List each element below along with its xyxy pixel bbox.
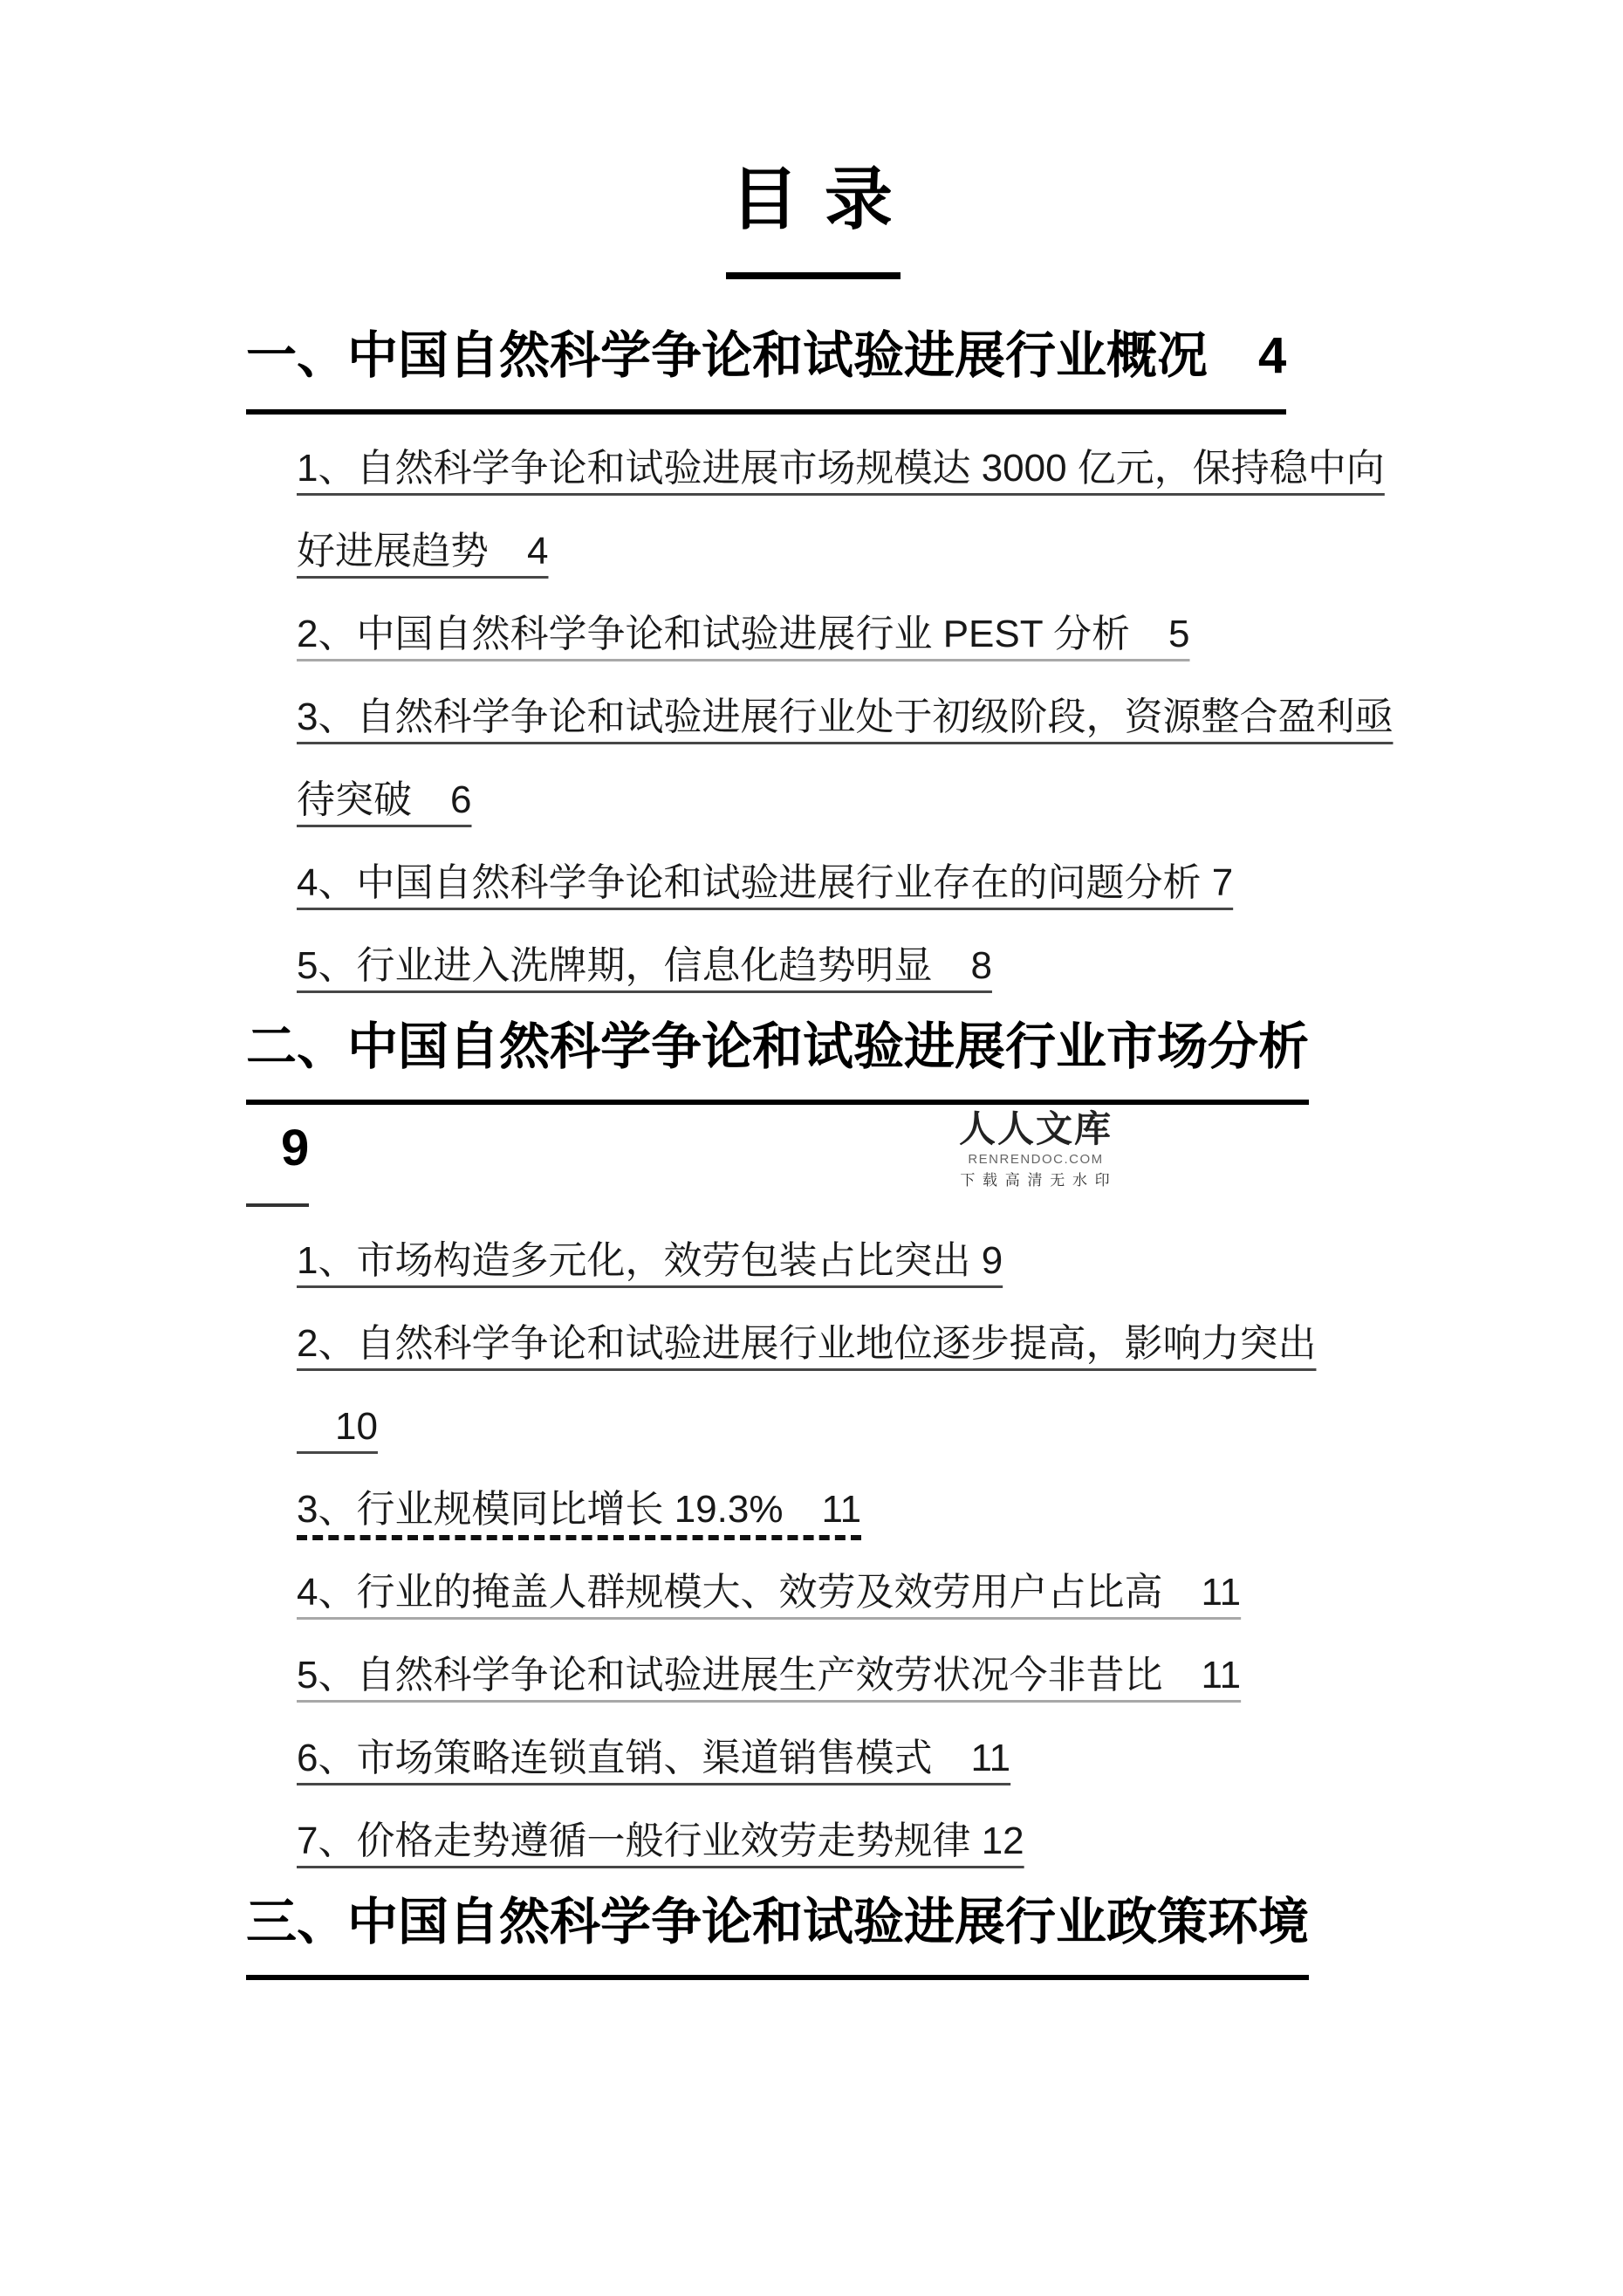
toc-item-row (297, 758, 1380, 841)
toc-heading-row (246, 1117, 1380, 1207)
toc-item-2-7 (246, 1799, 1380, 1882)
toc-heading-line: 一、中国自然科学争论和试验进展行业概况 4 (246, 325, 1286, 415)
toc-heading-page-number: 9 (246, 1117, 309, 1207)
toc-item-row (297, 841, 1380, 924)
toc-item-row (297, 510, 1380, 593)
watermark (944, 1110, 1127, 1189)
toc-item-row (297, 1385, 1380, 1468)
toc-item-line: 7、价格走势遵循一般行业效劳走势规律 12 (297, 1819, 1024, 1862)
toc-item-1-4 (246, 841, 1380, 924)
toc-item-2-2 (246, 1302, 1380, 1468)
toc-item-row (297, 1468, 1380, 1551)
toc-item-line: 2、自然科学争论和试验进展行业地位逐步提高，影响力突出 (297, 1321, 1317, 1365)
toc-item-2-6 (246, 1717, 1380, 1799)
toc-item-row (297, 675, 1394, 758)
toc-item-1-1 (246, 427, 1385, 593)
toc-heading-section-3 (246, 1891, 1380, 1981)
toc-heading-line: 三、中国自然科学争论和试验进展行业政策环境 (246, 1891, 1309, 1981)
toc-heading-line: 二、中国自然科学争论和试验进展行业市场分析 (246, 1016, 1309, 1106)
title-divider (726, 272, 901, 279)
toc-item-line: 5、自然科学争论和试验进展生产效劳状况今非昔比 11 (297, 1653, 1242, 1696)
toc-item-row (297, 924, 1380, 1007)
toc-item-row (297, 1302, 1380, 1385)
toc-item-1-5 (246, 924, 1380, 1007)
toc-item-row (297, 1799, 1380, 1882)
toc-item-line: 1、自然科学争论和试验进展市场规模达 3000 亿元，保持稳中向 (297, 446, 1385, 490)
toc-heading-row (246, 1016, 1380, 1106)
toc-heading-section-1 (246, 325, 1380, 415)
toc-item-line: 待突破 6 (297, 778, 472, 821)
toc-item-line: 好进展趋势 4 (297, 529, 549, 572)
toc-item-line: 4、中国自然科学争论和试验进展行业存在的问题分析 7 (297, 860, 1234, 904)
toc-item-2-3 (246, 1468, 1380, 1551)
toc-heading-section-2 (246, 1016, 1380, 1207)
toc-item-1-3 (246, 675, 1394, 841)
page-title: 目 录 (730, 161, 896, 237)
toc-item-row (297, 1717, 1380, 1799)
toc-item-row (297, 1551, 1380, 1634)
toc-heading-row (246, 1891, 1380, 1981)
watermark-logo-text: 人人文库 (958, 1110, 1113, 1150)
toc-item-line: 6、市场策略连锁直销、渠道销售模式 11 (297, 1736, 1011, 1779)
toc-item-2-1 (246, 1219, 1380, 1302)
toc-item-row (297, 593, 1380, 675)
toc-item-2-5 (246, 1634, 1380, 1717)
toc-item-line: 5、行业进入洗牌期，信息化趋势明显 8 (297, 943, 992, 987)
toc-item-line: 2、中国自然科学争论和试验进展行业 PEST 分析 5 (297, 612, 1190, 655)
watermark-tagline: 下 载 高 清 无 水 印 (960, 1171, 1112, 1189)
toc-item-line: 10 (297, 1404, 378, 1448)
toc-page-content (246, 0, 1394, 1992)
toc-item-row (297, 427, 1385, 510)
toc-item-row (297, 1219, 1380, 1302)
toc-item-line: 4、行业的掩盖人群规模大、效劳及效劳用户占比高 11 (297, 1570, 1242, 1614)
watermark-domain: RENRENDOC.COM (968, 1152, 1104, 1168)
toc-item-line: 1、市场构造多元化，效劳包装占比突出 9 (297, 1238, 1003, 1282)
toc-item-line: 3、行业规模同比增长 19.3% 11 (297, 1487, 862, 1531)
toc-item-1-2 (246, 593, 1380, 675)
toc-heading-row (246, 325, 1380, 415)
toc-item-line: 3、自然科学争论和试验进展行业处于初级阶段，资源整合盈利亟 (297, 695, 1394, 738)
toc-item-row (297, 1634, 1380, 1717)
toc-item-2-4 (246, 1551, 1380, 1634)
